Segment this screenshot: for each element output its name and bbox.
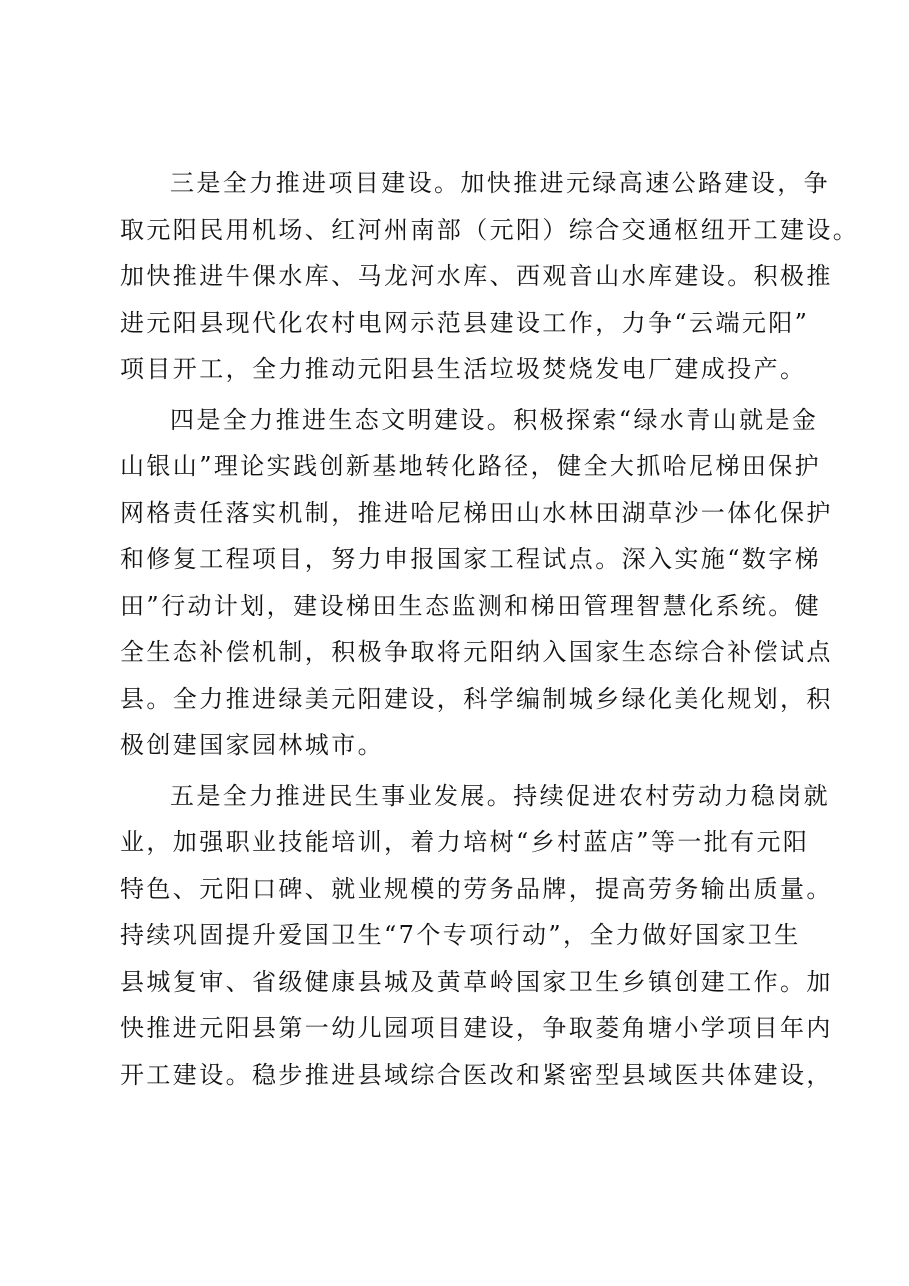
text-line: 项目开工，全力推动元阳县生活垃圾焚烧发电厂建成投产。 [120,355,807,383]
text-line: 特色、元阳口碑、就业规模的劳务品牌，提高劳务输出质量。 [120,874,833,903]
text-line: 取元阳民用机场、红河州南部（元阳）综合交通枢纽开工建设。 [120,215,860,244]
text-line: 加快推进牛倮水库、马龙河水库、西观音山水库建设。积极推 [120,262,833,290]
text-line: 三是全力推进项目建设。加快推进元绿高速公路建设，争 [170,169,830,197]
text-line: 极创建国家园林城市。 [120,731,384,759]
paragraph-project-construction [120,160,860,393]
text-line: 县。全力推进绿美元阳建设，科学编制城乡绿化美化规划，积 [120,684,833,713]
text-line: 网格责任落实机制，推进哈尼梯田山水林田湖草沙一体化保护 [120,498,833,527]
text-line: 四是全力推进生态文明建设。积极探索“绿水青山就是金 [170,405,819,434]
paragraph-livelihood [120,773,833,1099]
text-line: 山银山”理论实践创新基地转化路径，健全大抓哈尼梯田保护 [120,452,822,480]
text-line: 开工建设。稳步推进县域综合医改和紧密型县域医共体建设， [120,1060,833,1089]
paragraph-ecological-civilization [120,397,833,769]
text-line: 业，加强职业技能培训，着力培树“乡村蓝店”等一批有元阳 [120,828,810,856]
text-line: 全生态补偿机制，积极争取将元阳纳入国家生态综合补偿试点 [120,638,833,666]
text-line: 县城复审、省级健康县城及黄草岭国家卫生乡镇创建工作。加 [120,967,833,996]
text-line: 进元阳县现代化农村电网示范县建设工作，力争“云端元阳” [120,308,810,337]
document-body [120,160,860,1098]
text-line: 快推进元阳县第一幼儿园项目建设，争取菱角塘小学项目年内 [120,1014,833,1042]
text-line: 五是全力推进民生事业发展。持续促进农村劳动力稳岗就 [170,781,830,810]
text-line: 田”行动计划，建设梯田生态监测和梯田管理智慧化系统。健 [120,591,822,620]
text-line: 和修复工程项目，努力申报国家工程试点。深入实施“数字梯 [120,545,822,573]
text-line: 持续巩固提升爱国卫生“7个专项行动”，全力做好国家卫生 [120,921,801,949]
